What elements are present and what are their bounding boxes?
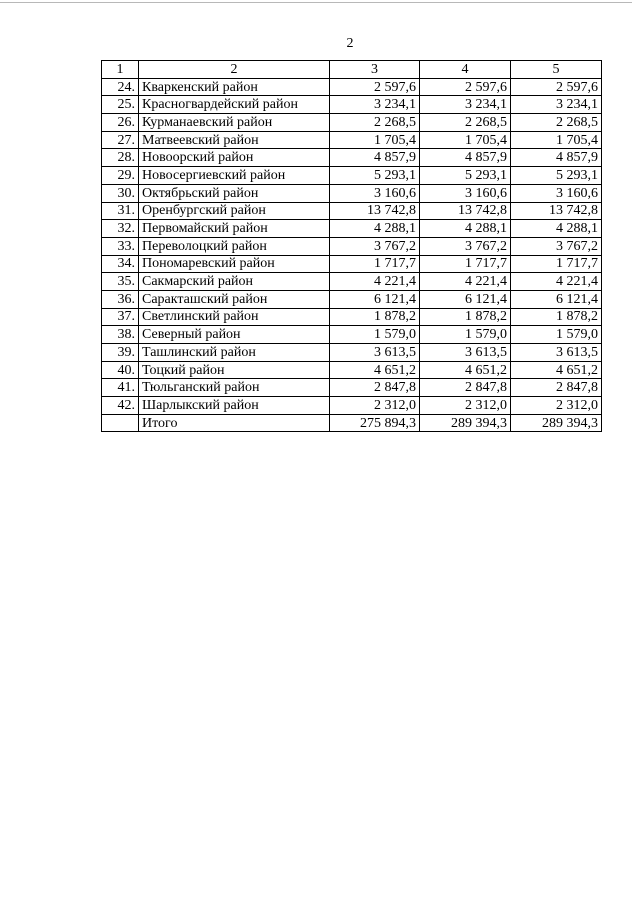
value-cell-col3: 4 221,4: [330, 273, 420, 291]
row-number-cell: 29.: [102, 167, 139, 185]
value-cell-col3: 2 597,6: [330, 78, 420, 96]
value-cell-col3: 6 121,4: [330, 290, 420, 308]
column-header: 1: [102, 61, 139, 79]
value-cell-col4: 4 288,1: [420, 220, 511, 238]
row-number-cell: 26.: [102, 114, 139, 132]
row-number-cell: 27.: [102, 131, 139, 149]
district-name-cell: Саракташский район: [139, 290, 330, 308]
value-cell-col5: 13 742,8: [511, 202, 602, 220]
row-number-cell: 37.: [102, 308, 139, 326]
district-name-cell: Северный район: [139, 326, 330, 344]
value-cell-col3: 1 579,0: [330, 326, 420, 344]
district-name-cell: Ташлинский район: [139, 344, 330, 362]
district-name-cell: Новоорский район: [139, 149, 330, 167]
value-cell-col5: 1 878,2: [511, 308, 602, 326]
row-number-cell: 25.: [102, 96, 139, 114]
table-row: [102, 379, 602, 397]
table-row: [102, 114, 602, 132]
data-table: [101, 60, 602, 432]
column-header: 5: [511, 61, 602, 79]
value-cell-col5: 2 268,5: [511, 114, 602, 132]
row-number-cell: 31.: [102, 202, 139, 220]
district-name-cell: Шарлыкский район: [139, 397, 330, 415]
district-name-cell: Красногвардейский район: [139, 96, 330, 114]
value-cell-col4: 3 160,6: [420, 184, 511, 202]
value-cell-col5: 1 705,4: [511, 131, 602, 149]
district-name-cell: Курманаевский район: [139, 114, 330, 132]
value-cell-col3: 2 312,0: [330, 397, 420, 415]
value-cell-col5: 3 160,6: [511, 184, 602, 202]
district-name-cell: Тоцкий район: [139, 361, 330, 379]
table-row: [102, 202, 602, 220]
row-number-cell: 28.: [102, 149, 139, 167]
table-row: [102, 220, 602, 238]
table-row: [102, 344, 602, 362]
row-number-cell: [102, 414, 139, 432]
value-cell-col5: 289 394,3: [511, 414, 602, 432]
value-cell-col3: 275 894,3: [330, 414, 420, 432]
column-header: 3: [330, 61, 420, 79]
value-cell-col5: 3 767,2: [511, 237, 602, 255]
value-cell-col3: 3 613,5: [330, 344, 420, 362]
value-cell-col4: 3 613,5: [420, 344, 511, 362]
value-cell-col4: 1 717,7: [420, 255, 511, 273]
value-cell-col3: 1 717,7: [330, 255, 420, 273]
value-cell-col5: 3 234,1: [511, 96, 602, 114]
district-name-cell: Итого: [139, 414, 330, 432]
value-cell-col4: 6 121,4: [420, 290, 511, 308]
value-cell-col3: 13 742,8: [330, 202, 420, 220]
value-cell-col4: 13 742,8: [420, 202, 511, 220]
column-header: 2: [139, 61, 330, 79]
row-number-cell: 39.: [102, 344, 139, 362]
row-number-cell: 36.: [102, 290, 139, 308]
value-cell-col4: 2 268,5: [420, 114, 511, 132]
district-name-cell: Оренбургский район: [139, 202, 330, 220]
row-number-cell: 34.: [102, 255, 139, 273]
table-header-row: [102, 61, 602, 79]
row-number-cell: 35.: [102, 273, 139, 291]
value-cell-col3: 5 293,1: [330, 167, 420, 185]
value-cell-col4: 5 293,1: [420, 167, 511, 185]
district-name-cell: Переволоцкий район: [139, 237, 330, 255]
district-name-cell: Первомайский район: [139, 220, 330, 238]
value-cell-col4: 4 221,4: [420, 273, 511, 291]
value-cell-col4: 1 579,0: [420, 326, 511, 344]
table-total-row: [102, 414, 602, 432]
row-number-cell: 38.: [102, 326, 139, 344]
district-name-cell: Новосергиевский район: [139, 167, 330, 185]
value-cell-col3: 2 268,5: [330, 114, 420, 132]
table-row: [102, 184, 602, 202]
value-cell-col4: 289 394,3: [420, 414, 511, 432]
value-cell-col3: 4 651,2: [330, 361, 420, 379]
value-cell-col5: 2 312,0: [511, 397, 602, 415]
value-cell-col3: 3 160,6: [330, 184, 420, 202]
district-name-cell: Сакмарский район: [139, 273, 330, 291]
table-row: [102, 149, 602, 167]
table-row: [102, 78, 602, 96]
top-rule: [0, 2, 632, 3]
value-cell-col4: 3 767,2: [420, 237, 511, 255]
table-row: [102, 131, 602, 149]
value-cell-col4: 2 312,0: [420, 397, 511, 415]
value-cell-col3: 4 288,1: [330, 220, 420, 238]
district-name-cell: Октябрьский район: [139, 184, 330, 202]
page-number: 2: [346, 36, 354, 51]
district-name-cell: Матвеевский район: [139, 131, 330, 149]
table-row: [102, 361, 602, 379]
value-cell-col5: 1 579,0: [511, 326, 602, 344]
table-body: [102, 78, 602, 432]
row-number-cell: 33.: [102, 237, 139, 255]
table-row: [102, 167, 602, 185]
value-cell-col4: 4 857,9: [420, 149, 511, 167]
value-cell-col4: 1 878,2: [420, 308, 511, 326]
row-number-cell: 30.: [102, 184, 139, 202]
value-cell-col4: 2 847,8: [420, 379, 511, 397]
district-name-cell: Пономаревский район: [139, 255, 330, 273]
value-cell-col3: 1 878,2: [330, 308, 420, 326]
table-row: [102, 290, 602, 308]
value-cell-col4: 3 234,1: [420, 96, 511, 114]
table-row: [102, 397, 602, 415]
value-cell-col5: 6 121,4: [511, 290, 602, 308]
value-cell-col5: 4 857,9: [511, 149, 602, 167]
value-cell-col5: 5 293,1: [511, 167, 602, 185]
value-cell-col3: 4 857,9: [330, 149, 420, 167]
value-cell-col5: 1 717,7: [511, 255, 602, 273]
district-name-cell: Кваркенский район: [139, 78, 330, 96]
table-row: [102, 96, 602, 114]
table-row: [102, 273, 602, 291]
district-name-cell: Тюльганский район: [139, 379, 330, 397]
value-cell-col5: 2 597,6: [511, 78, 602, 96]
column-header: 4: [420, 61, 511, 79]
row-number-cell: 40.: [102, 361, 139, 379]
value-cell-col3: 2 847,8: [330, 379, 420, 397]
value-cell-col5: 4 288,1: [511, 220, 602, 238]
value-cell-col5: 4 221,4: [511, 273, 602, 291]
table-row: [102, 326, 602, 344]
table-row: [102, 237, 602, 255]
table-row: [102, 308, 602, 326]
value-cell-col5: 2 847,8: [511, 379, 602, 397]
value-cell-col4: 1 705,4: [420, 131, 511, 149]
district-name-cell: Светлинский район: [139, 308, 330, 326]
row-number-cell: 42.: [102, 397, 139, 415]
table-row: [102, 255, 602, 273]
value-cell-col4: 2 597,6: [420, 78, 511, 96]
value-cell-col4: 4 651,2: [420, 361, 511, 379]
value-cell-col3: 1 705,4: [330, 131, 420, 149]
value-cell-col3: 3 234,1: [330, 96, 420, 114]
row-number-cell: 41.: [102, 379, 139, 397]
row-number-cell: 32.: [102, 220, 139, 238]
row-number-cell: 24.: [102, 78, 139, 96]
value-cell-col3: 3 767,2: [330, 237, 420, 255]
value-cell-col5: 3 613,5: [511, 344, 602, 362]
value-cell-col5: 4 651,2: [511, 361, 602, 379]
